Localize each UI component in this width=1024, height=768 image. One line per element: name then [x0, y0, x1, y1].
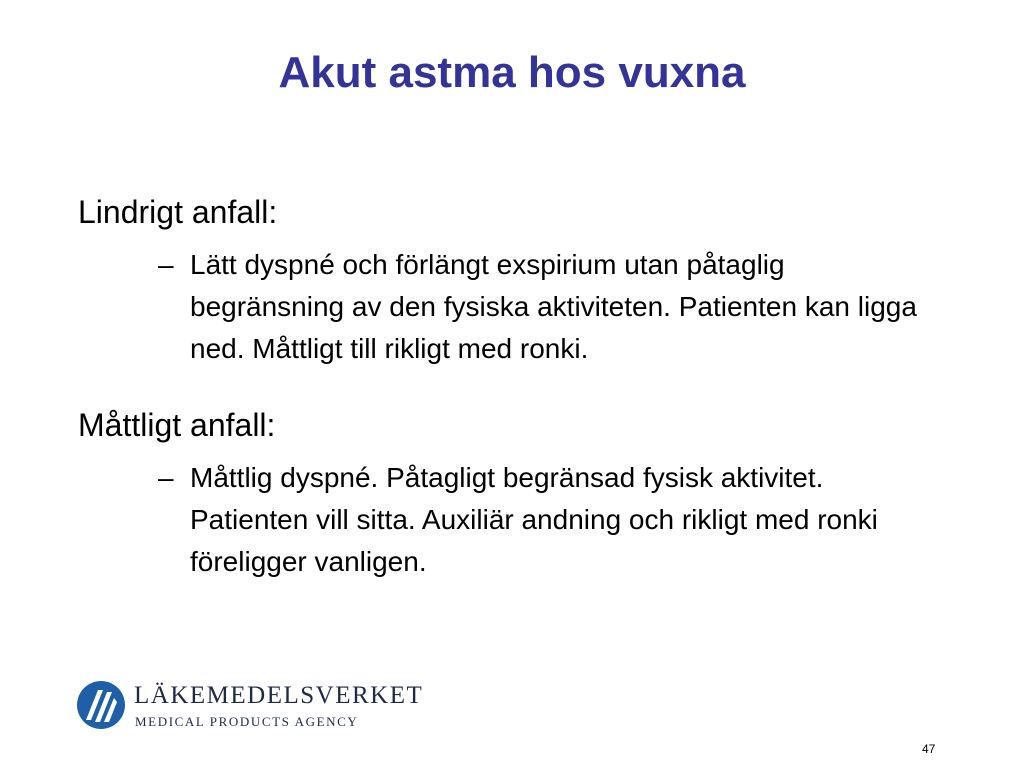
page-number: 47	[922, 742, 936, 756]
agency-logo	[76, 680, 436, 736]
lakemedelsverket-logo-icon	[76, 680, 126, 730]
section-heading-mild: Lindrigt anfall:	[78, 194, 278, 230]
bullet-mild	[158, 244, 938, 370]
slide-title: Akut astma hos vuxna	[278, 48, 746, 97]
section-heading-moderate: Måttligt anfall:	[78, 407, 276, 443]
bullet-dash: –	[158, 462, 174, 493]
logo-subtitle: MEDICAL PRODUCTS AGENCY	[135, 714, 359, 729]
bullet-text: Lätt dyspné och förlängt exspirium utan påtaglig begränsning av den fysiska aktiviteten. Patienten kan ligga ned. Måttligt till rikligt med ronki.	[190, 249, 917, 364]
bullet-text: Måttlig dyspné. Påtagligt begränsad fysisk aktivitet. Patienten vill sitta. Auxiliär andning och rikligt med ronki föreligger vanligen.	[190, 462, 878, 577]
bullet-dash: –	[158, 249, 174, 280]
logo-name: LÄKEMEDELSVERKET	[134, 682, 424, 709]
bullet-moderate	[158, 457, 938, 583]
